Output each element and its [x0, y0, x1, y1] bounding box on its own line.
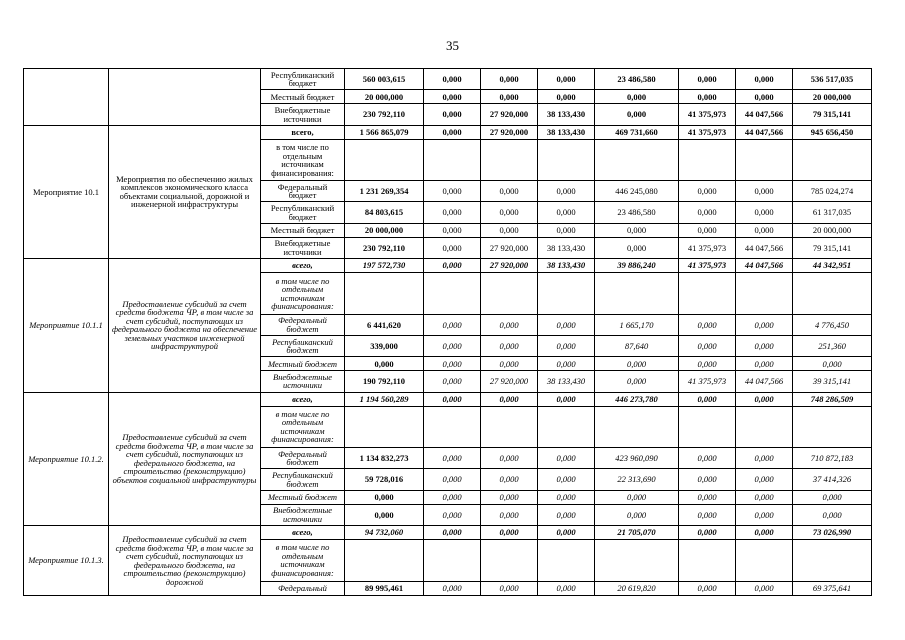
funding-source: Федеральный бюджет	[261, 181, 345, 202]
year-amount	[793, 540, 872, 581]
year-amount	[538, 139, 595, 180]
year-amount: 469 731,660	[595, 125, 679, 139]
year-amount: 0,000	[481, 90, 538, 104]
total-amount: 190 792,110	[345, 371, 424, 392]
total-amount: 6 441,620	[345, 314, 424, 335]
year-amount: 21 705,070	[595, 526, 679, 540]
funding-source: Республиканский бюджет	[261, 69, 345, 90]
year-amount: 0,000	[424, 392, 481, 406]
funding-source: Местный бюджет	[261, 490, 345, 504]
funding-source: всего,	[261, 259, 345, 273]
year-amount	[424, 406, 481, 447]
year-amount: 0,000	[595, 104, 679, 125]
year-amount: 0,000	[538, 90, 595, 104]
year-amount	[793, 139, 872, 180]
year-amount: 0,000	[679, 181, 736, 202]
total-amount: 0,000	[345, 504, 424, 525]
year-amount: 0,000	[595, 357, 679, 371]
measure-description: Предоставление субсидий за счет средств бюджета ЧР, в том числе за счет субсидий, поступающих из федерального бюджета, на строительство (реконструкцию) объектов социальной инфраструктуры	[109, 392, 261, 525]
year-amount: 69 375,641	[793, 581, 872, 595]
total-amount: 230 792,110	[345, 237, 424, 258]
year-amount: 785 024,274	[793, 181, 872, 202]
year-amount: 0,000	[481, 335, 538, 356]
year-amount	[793, 406, 872, 447]
year-amount: 0,000	[679, 314, 736, 335]
year-amount: 0,000	[424, 90, 481, 104]
year-amount: 0,000	[424, 448, 481, 469]
year-amount: 0,000	[736, 223, 793, 237]
year-amount: 87,640	[595, 335, 679, 356]
year-amount: 446 273,780	[595, 392, 679, 406]
year-amount: 41 375,973	[679, 125, 736, 139]
funding-source: Республиканский бюджет	[261, 469, 345, 490]
year-amount: 0,000	[736, 490, 793, 504]
year-amount: 0,000	[595, 237, 679, 258]
year-amount: 27 920,000	[481, 237, 538, 258]
year-amount	[424, 273, 481, 314]
funding-source: в том числе по отдельным источникам финансирования:	[261, 540, 345, 581]
total-amount	[345, 406, 424, 447]
measure-description: Мероприятия по обеспечению жилых комплексов экономического класса объектами социальной, дорожной и инженерной инфраструктуры	[109, 125, 261, 258]
year-amount: 44 047,566	[736, 104, 793, 125]
year-amount: 20 000,000	[793, 223, 872, 237]
year-amount: 0,000	[538, 69, 595, 90]
year-amount: 748 286,509	[793, 392, 872, 406]
total-amount: 1 566 865,079	[345, 125, 424, 139]
funding-source: Федеральный бюджет	[261, 314, 345, 335]
year-amount: 27 920,000	[481, 259, 538, 273]
year-amount: 0,000	[538, 504, 595, 525]
year-amount	[736, 406, 793, 447]
measure-description	[109, 69, 261, 126]
total-amount: 20 000,000	[345, 223, 424, 237]
year-amount: 945 656,450	[793, 125, 872, 139]
year-amount: 251,360	[793, 335, 872, 356]
year-amount: 0,000	[481, 504, 538, 525]
year-amount: 0,000	[679, 223, 736, 237]
year-amount: 0,000	[595, 504, 679, 525]
year-amount: 0,000	[424, 357, 481, 371]
year-amount	[538, 406, 595, 447]
total-amount	[345, 273, 424, 314]
year-amount: 0,000	[595, 90, 679, 104]
year-amount: 710 872,183	[793, 448, 872, 469]
total-amount: 1 194 560,289	[345, 392, 424, 406]
year-amount: 0,000	[679, 357, 736, 371]
total-amount	[345, 139, 424, 180]
funding-source: в том числе по отдельным источникам финансирования:	[261, 406, 345, 447]
total-amount: 197 572,730	[345, 259, 424, 273]
year-amount: 0,000	[736, 392, 793, 406]
year-amount: 0,000	[679, 448, 736, 469]
year-amount: 0,000	[424, 371, 481, 392]
funding-source: Местный бюджет	[261, 357, 345, 371]
total-amount: 0,000	[345, 357, 424, 371]
total-amount: 94 732,060	[345, 526, 424, 540]
year-amount: 0,000	[736, 448, 793, 469]
total-amount: 1 231 269,354	[345, 181, 424, 202]
year-amount: 0,000	[424, 526, 481, 540]
year-amount	[595, 406, 679, 447]
year-amount: 0,000	[736, 335, 793, 356]
funding-source: Внебюджетные источники	[261, 371, 345, 392]
year-amount: 536 517,035	[793, 69, 872, 90]
year-amount: 39 315,141	[793, 371, 872, 392]
year-amount: 0,000	[736, 69, 793, 90]
year-amount: 0,000	[679, 202, 736, 223]
year-amount: 0,000	[679, 335, 736, 356]
year-amount: 0,000	[424, 202, 481, 223]
year-amount: 446 245,080	[595, 181, 679, 202]
funding-source: в том числе по отдельным источникам финансирования:	[261, 273, 345, 314]
funding-source: Местный бюджет	[261, 90, 345, 104]
year-amount: 41 375,973	[679, 259, 736, 273]
year-amount: 0,000	[595, 490, 679, 504]
year-amount	[793, 273, 872, 314]
year-amount: 38 133,430	[538, 104, 595, 125]
total-amount: 59 728,016	[345, 469, 424, 490]
measure-cell: Мероприятие 10.1.2.	[24, 392, 109, 525]
year-amount	[481, 540, 538, 581]
year-amount: 27 920,000	[481, 104, 538, 125]
year-amount: 0,000	[538, 335, 595, 356]
total-amount	[345, 540, 424, 581]
year-amount: 44 047,566	[736, 125, 793, 139]
year-amount: 0,000	[736, 469, 793, 490]
year-amount: 0,000	[736, 526, 793, 540]
year-amount: 0,000	[595, 371, 679, 392]
year-amount: 1 665,170	[595, 314, 679, 335]
year-amount: 4 776,450	[793, 314, 872, 335]
year-amount: 0,000	[679, 69, 736, 90]
year-amount	[538, 273, 595, 314]
year-amount: 0,000	[538, 469, 595, 490]
year-amount: 0,000	[481, 69, 538, 90]
year-amount: 44 342,951	[793, 259, 872, 273]
year-amount: 0,000	[595, 223, 679, 237]
year-amount: 0,000	[679, 581, 736, 595]
measure-cell: Мероприятие 10.1	[24, 125, 109, 258]
year-amount: 79 315,141	[793, 104, 872, 125]
year-amount: 20 000,000	[793, 90, 872, 104]
total-amount: 560 003,615	[345, 69, 424, 90]
year-amount: 0,000	[538, 581, 595, 595]
year-amount: 0,000	[679, 490, 736, 504]
year-amount: 61 317,035	[793, 202, 872, 223]
year-amount	[679, 139, 736, 180]
funding-source: Федеральный бюджет	[261, 448, 345, 469]
year-amount	[736, 540, 793, 581]
year-amount: 37 414,326	[793, 469, 872, 490]
year-amount: 0,000	[736, 90, 793, 104]
page-number: 35	[446, 38, 459, 53]
year-amount	[538, 540, 595, 581]
measure-description: Предоставление субсидий за счет средств бюджета ЧР, в том числе за счет субсидий, поступающих из федерального бюджета, на строительство (реконструкцию) дорожной	[109, 526, 261, 596]
year-amount	[595, 540, 679, 581]
total-amount: 84 803,615	[345, 202, 424, 223]
total-amount: 339,000	[345, 335, 424, 356]
year-amount: 423 960,090	[595, 448, 679, 469]
year-amount	[736, 273, 793, 314]
table-row	[24, 392, 872, 406]
year-amount: 0,000	[736, 357, 793, 371]
table-row	[24, 526, 872, 540]
funding-source: Федеральный	[261, 581, 345, 595]
year-amount: 20 619,820	[595, 581, 679, 595]
year-amount	[424, 139, 481, 180]
year-amount: 44 047,566	[736, 237, 793, 258]
year-amount: 0,000	[424, 181, 481, 202]
year-amount: 0,000	[424, 69, 481, 90]
year-amount	[424, 540, 481, 581]
year-amount: 0,000	[538, 314, 595, 335]
year-amount: 0,000	[481, 526, 538, 540]
year-amount: 0,000	[736, 181, 793, 202]
year-amount	[481, 273, 538, 314]
year-amount: 0,000	[424, 259, 481, 273]
funding-source: Внебюджетные источники	[261, 237, 345, 258]
year-amount: 0,000	[538, 223, 595, 237]
funding-source: Республиканский бюджет	[261, 335, 345, 356]
year-amount: 23 486,580	[595, 69, 679, 90]
table-row	[24, 259, 872, 273]
year-amount: 0,000	[736, 504, 793, 525]
year-amount: 0,000	[538, 181, 595, 202]
year-amount: 0,000	[481, 181, 538, 202]
total-amount: 20 000,000	[345, 90, 424, 104]
year-amount: 0,000	[679, 469, 736, 490]
table-row	[24, 125, 872, 139]
year-amount: 38 133,430	[538, 259, 595, 273]
year-amount: 41 375,973	[679, 371, 736, 392]
year-amount: 73 026,990	[793, 526, 872, 540]
year-amount	[679, 540, 736, 581]
year-amount: 0,000	[736, 581, 793, 595]
total-amount: 1 134 832,273	[345, 448, 424, 469]
year-amount: 0,000	[481, 314, 538, 335]
year-amount: 0,000	[793, 504, 872, 525]
year-amount: 0,000	[736, 314, 793, 335]
year-amount: 0,000	[424, 104, 481, 125]
total-amount: 230 792,110	[345, 104, 424, 125]
funding-source: Внебюджетные источники	[261, 504, 345, 525]
year-amount: 0,000	[424, 314, 481, 335]
year-amount: 0,000	[424, 237, 481, 258]
year-amount: 0,000	[538, 392, 595, 406]
measure-cell: Мероприятие 10.1.1	[24, 259, 109, 392]
funding-source: в том числе по отдельным источникам финансирования:	[261, 139, 345, 180]
year-amount: 44 047,566	[736, 371, 793, 392]
year-amount	[736, 139, 793, 180]
year-amount: 39 886,240	[595, 259, 679, 273]
year-amount: 0,000	[538, 526, 595, 540]
funding-source: Республиканский бюджет	[261, 202, 345, 223]
year-amount: 0,000	[424, 125, 481, 139]
funding-source: всего,	[261, 526, 345, 540]
year-amount: 0,000	[538, 202, 595, 223]
total-amount: 0,000	[345, 490, 424, 504]
year-amount: 0,000	[793, 357, 872, 371]
year-amount: 44 047,566	[736, 259, 793, 273]
year-amount: 0,000	[424, 335, 481, 356]
year-amount: 79 315,141	[793, 237, 872, 258]
year-amount: 0,000	[538, 357, 595, 371]
funding-source: Внебюджетные источники	[261, 104, 345, 125]
year-amount: 0,000	[481, 469, 538, 490]
year-amount: 23 486,580	[595, 202, 679, 223]
year-amount: 0,000	[679, 526, 736, 540]
year-amount: 0,000	[481, 202, 538, 223]
year-amount	[481, 139, 538, 180]
measure-description: Предоставление субсидий за счет средств бюджета ЧР, в том числе за счет субсидий, поступающих из федерального бюджета на обеспечение земельных участков инженерной инфраструктурой	[109, 259, 261, 392]
year-amount: 0,000	[538, 448, 595, 469]
year-amount: 41 375,973	[679, 104, 736, 125]
year-amount: 0,000	[481, 357, 538, 371]
year-amount: 0,000	[679, 392, 736, 406]
year-amount: 0,000	[538, 490, 595, 504]
funding-source: всего,	[261, 392, 345, 406]
year-amount: 0,000	[481, 581, 538, 595]
year-amount	[595, 273, 679, 314]
year-amount: 0,000	[424, 581, 481, 595]
year-amount: 38 133,430	[538, 237, 595, 258]
year-amount: 0,000	[481, 223, 538, 237]
year-amount: 0,000	[424, 504, 481, 525]
year-amount: 22 313,690	[595, 469, 679, 490]
year-amount: 0,000	[481, 392, 538, 406]
year-amount: 0,000	[481, 448, 538, 469]
year-amount: 41 375,973	[679, 237, 736, 258]
year-amount	[595, 139, 679, 180]
year-amount: 0,000	[424, 469, 481, 490]
funding-source: Местный бюджет	[261, 223, 345, 237]
year-amount: 27 920,000	[481, 125, 538, 139]
year-amount	[679, 273, 736, 314]
table-row	[24, 69, 872, 90]
year-amount: 0,000	[424, 490, 481, 504]
budget-table	[23, 68, 872, 596]
year-amount	[481, 406, 538, 447]
year-amount: 0,000	[481, 490, 538, 504]
year-amount: 0,000	[736, 202, 793, 223]
year-amount	[679, 406, 736, 447]
year-amount: 0,000	[679, 504, 736, 525]
year-amount: 38 133,430	[538, 371, 595, 392]
year-amount: 38 133,430	[538, 125, 595, 139]
total-amount: 89 995,461	[345, 581, 424, 595]
funding-source: всего,	[261, 125, 345, 139]
year-amount: 27 920,000	[481, 371, 538, 392]
year-amount: 0,000	[424, 223, 481, 237]
year-amount: 0,000	[793, 490, 872, 504]
year-amount: 0,000	[679, 90, 736, 104]
measure-cell	[24, 69, 109, 126]
measure-cell: Мероприятие 10.1.3.	[24, 526, 109, 596]
